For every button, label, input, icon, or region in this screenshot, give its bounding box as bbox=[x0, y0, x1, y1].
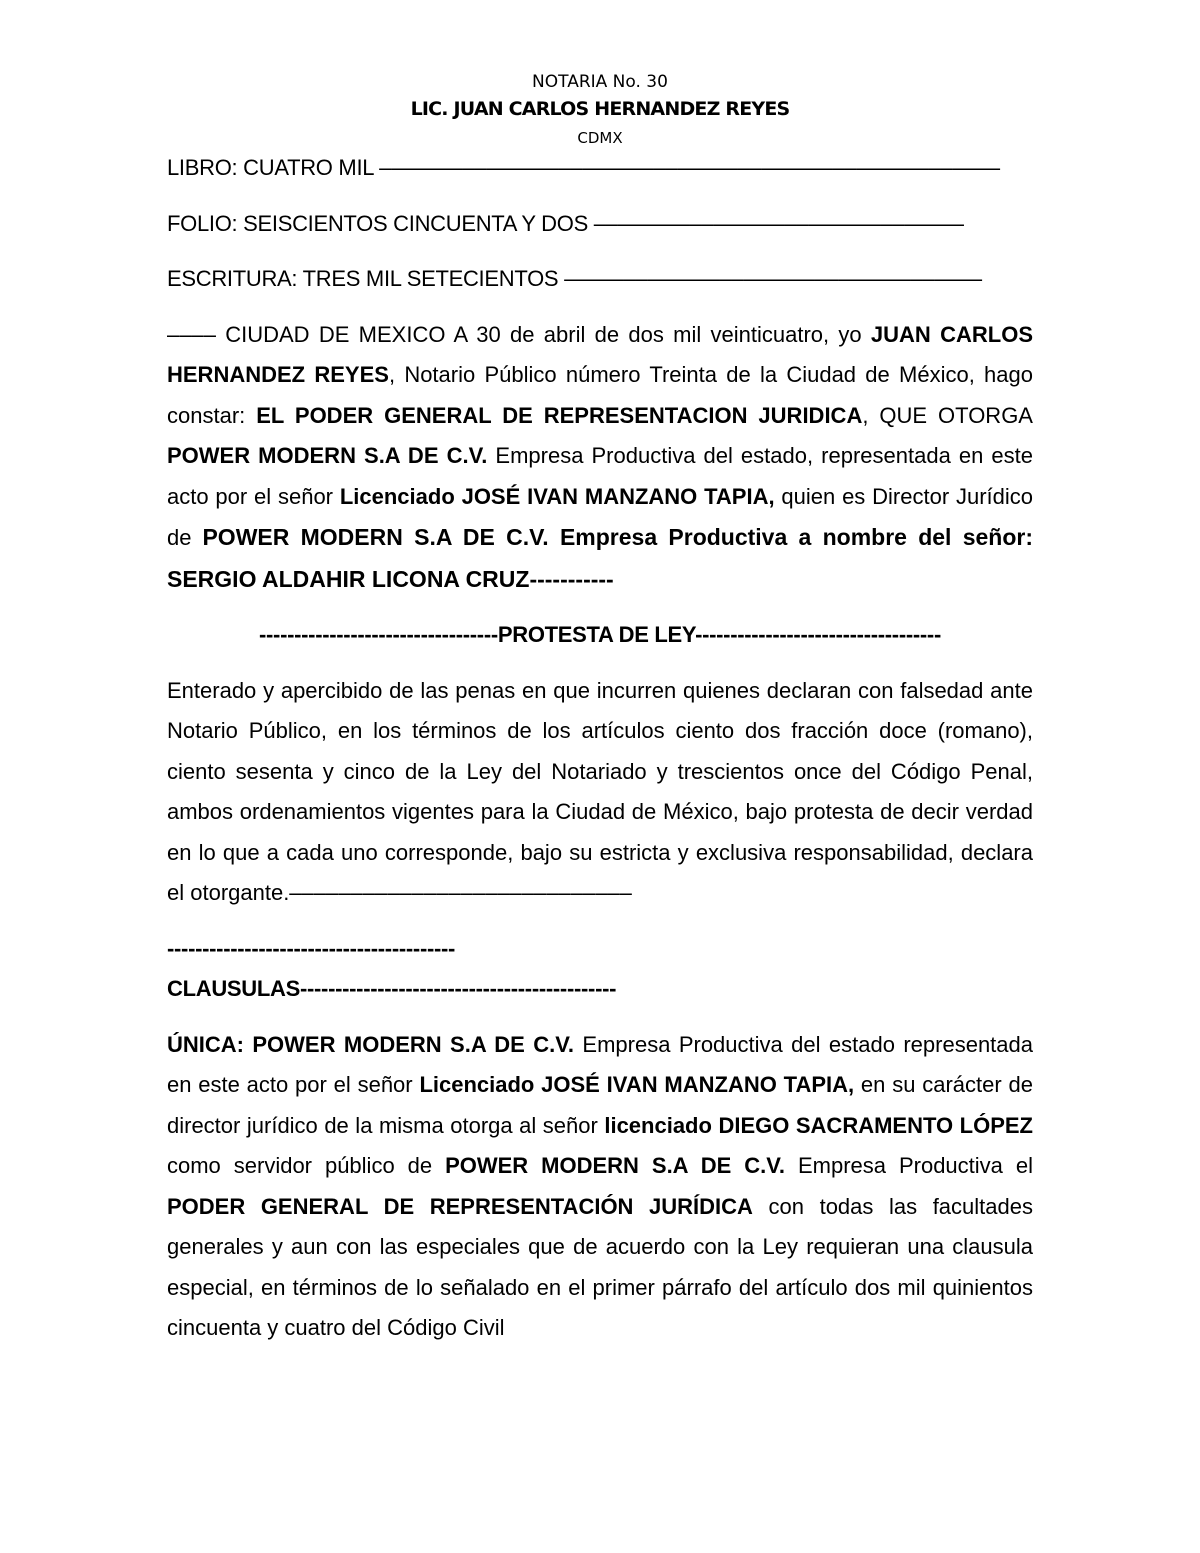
folio-line: FOLIO: SEISCIENTOS CINCUENTA Y DOS ––––––––––––––––––––––––––––––– bbox=[167, 210, 964, 236]
unica-text-2: en su carácter de director jurídico de la misma otorga al señor bbox=[167, 1072, 1033, 1138]
intro-text-4: Empresa Productiva del estado, representada en este acto por el señor bbox=[167, 443, 1033, 509]
notaria-number: NOTARIA No. 30 bbox=[532, 72, 668, 92]
unica-company-bold: ÚNICA: POWER MODERN S.A DE C.V. bbox=[167, 1031, 575, 1057]
intro-text-3: , QUE OTORGA bbox=[862, 402, 1033, 428]
intro-text-1: –––– CIUDAD DE MEXICO A 30 de abril de dos mil veinticuatro, yo bbox=[167, 321, 871, 347]
unica-text-3: como servidor público de bbox=[167, 1153, 446, 1178]
escritura-line: ESCRITURA: TRES MIL SETECIENTOS ––––––––––––––––––––––––––––––––––– bbox=[167, 266, 982, 291]
poder-title-bold: EL PODER GENERAL DE REPRESENTACION JURIDICA bbox=[256, 402, 863, 428]
clausulas-heading-text: CLAUSULAS--------------------------------------------- bbox=[167, 976, 617, 1001]
intro-text-2: , Notario Público número Treinta de la Ciudad de México, hago constar: bbox=[167, 362, 1033, 428]
notary-name: LIC. JUAN CARLOS HERNANDEZ REYES bbox=[410, 98, 790, 120]
clausulas-dashes-text: ----------------------------------------- bbox=[167, 935, 456, 961]
document-body bbox=[167, 148, 1033, 1349]
unica-company2-bold: POWER MODERN S.A DE C.V. bbox=[445, 1153, 785, 1178]
company-bold: POWER MODERN S.A DE C.V. bbox=[167, 443, 488, 468]
libro-line: LIBRO: CUATRO MIL –––––––––––––––––––––––––––––––––––––––––––––––––––– bbox=[167, 155, 1000, 180]
intro-text-5: quien es Director Jurídico de bbox=[167, 483, 1033, 550]
unica-representative-bold: Licenciado JOSÉ IVAN MANZANO TAPIA, bbox=[419, 1072, 855, 1097]
beneficiary-bold: POWER MODERN S.A DE C.V. Empresa Productiva a nombre del señor: SERGIO ALDAHIR LICONA CRUZ----------- bbox=[167, 524, 1033, 592]
clausulas-heading bbox=[167, 969, 1033, 1010]
unica-poder-bold: PODER GENERAL DE REPRESENTACIÓN JURÍDICA bbox=[167, 1193, 753, 1219]
notary-name-bold: JUAN CARLOS HERNANDEZ REYES bbox=[167, 321, 1033, 387]
unica-text-1: Empresa Productiva del estado representada en este acto por el señor bbox=[167, 1031, 1033, 1097]
unica-attorney-bold: licenciado DIEGO SACRAMENTO LÓPEZ bbox=[604, 1112, 1033, 1138]
intro-paragraph bbox=[167, 315, 1033, 601]
clausulas-dashes bbox=[167, 929, 1033, 970]
unica-paragraph bbox=[167, 1025, 1033, 1349]
protesta-heading bbox=[167, 615, 1033, 656]
representative-bold: Licenciado JOSÉ IVAN MANZANO TAPIA, bbox=[339, 483, 775, 509]
unica-text-4: Empresa Productiva el bbox=[785, 1153, 1033, 1178]
notary-city: CDMX bbox=[577, 129, 623, 147]
unica-text-5: con todas las facultades generales y aun con las especiales que de acuerdo con la Ley requieran una clausula especial, en términos de lo señalado en el primer párrafo del artículo dos mil quinientos cincuenta y cuatro del Código Civil bbox=[167, 1193, 1033, 1340]
protesta-paragraph: Enterado y apercibido de las penas en que incurren quienes declaran con falsedad ante Notario Público, en los términos de los artículos ciento dos fracción doce (romano), ciento sesenta y cinco de la Ley del Notariado y trescientos once del Código Penal, ambos ordenamientos vigentes para la Ciudad de México, bajo protesta de decir verdad en lo que a cada uno corresponde, bajo su estricta y exclusiva responsabilidad, declara el otorgante.–––––––––––––––––––––––––––– bbox=[167, 677, 1033, 905]
protesta-heading-text: ----------------------------------PROTESTA DE LEY----------------------------------- bbox=[258, 622, 941, 647]
